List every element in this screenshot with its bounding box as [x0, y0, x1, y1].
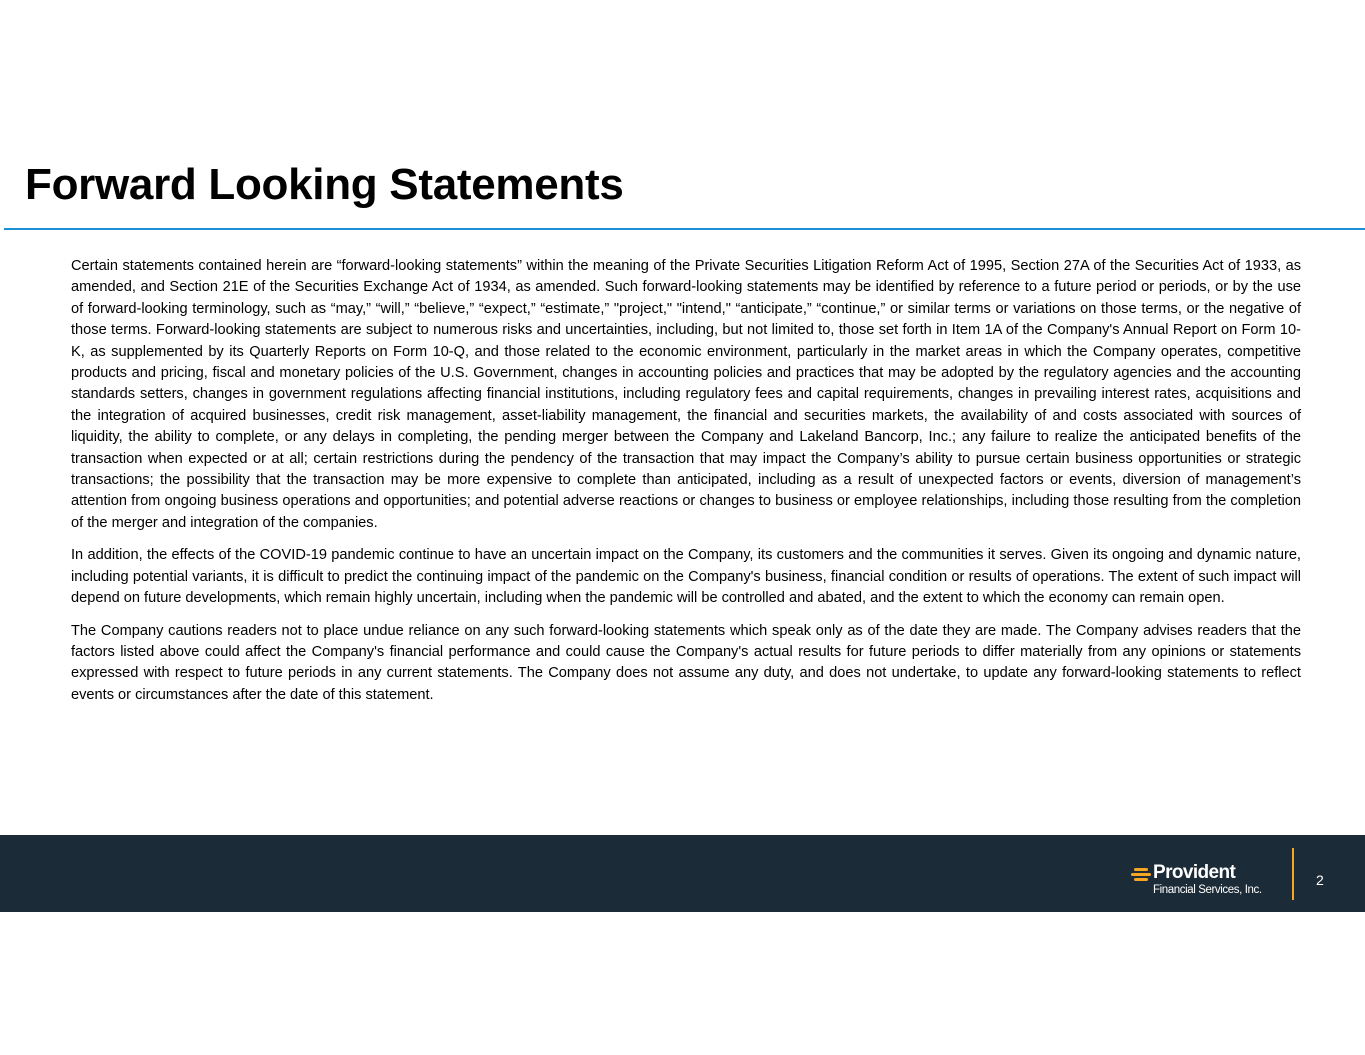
title-underline-divider [4, 228, 1365, 230]
company-logo [1131, 863, 1291, 901]
footer-divider [1292, 848, 1294, 900]
page-number: 2 [1316, 872, 1324, 888]
paragraph-forward-looking-definition: Certain statements contained herein are “forward-looking statements” within the meaning of the Private Securities Litigation Reform Act of 1995, Section 27A of the Securities Act of 1933, as amended, and Section 21E of the Securities Exchange Act of 1934, as amended. Such forward-looking statements may be identified by reference to a future period or periods, or by the use of forward-looking terminology, such as “may,” “will,” “believe,” “expect,” “estimate,” "project," "intend," “anticipate,” “continue,” or similar terms or variations on those terms, or the negative of those terms. Forward-looking statements are subject to numerous risks and uncertainties, including, but not limited to, those set forth in Item 1A of the Company's Annual Report on Form 10-K, as supplemented by its Quarterly Reports on Form 10-Q, and those related to the economic environment, particularly in the market areas in which the Company operates, competitive products and pricing, fiscal and monetary policies of the U.S. Government, changes in accounting policies and practices that may be adopted by the regulatory agencies and the accounting standards setters, changes in government regulations affecting financial institutions, including regulatory fees and capital requirements, changes in prevailing interest rates, acquisitions and the integration of acquired businesses, credit risk management, asset-liability management, the financial and securities markets, the availability of and costs associated with sources of liquidity, the ability to complete, or any delays in completing, the pending merger between the Company and Lakeland Bancorp, Inc.; any failure to realize the anticipated benefits of the transaction when expected or at all; certain restrictions during the pendency of the transaction that may impact the Company’s ability to pursue certain business opportunities or strategic transactions; the possibility that the transaction may be more expensive to complete than anticipated, including as a result of unexpected factors or events, diversion of management’s attention from ongoing business operations and opportunities; and potential adverse reactions or changes to business or employee relationships, including those resulting from the completion of the merger and integration of the companies. [71, 258, 1301, 531]
logo-subtitle: Financial Services, Inc. [1153, 884, 1262, 896]
disclaimer-body [71, 256, 1301, 717]
paragraph-covid-impact: In addition, the effects of the COVID-19 pandemic continue to have an uncertain impact on the Company, its customers and the communities it serves. Given its ongoing and dynamic nature, including potential variants, it is difficult to predict the continuing impact of the pandemic on the Company's business, financial condition or results of operations. The extent of such impact will depend on future developments, which remain highly uncertain, including when the pandemic will be controlled and abated, and the extent to which the economy can remain open. [71, 547, 1301, 607]
logo-wordmark: Provident [1153, 862, 1236, 883]
provident-logo-icon [1131, 866, 1151, 886]
paragraph-reliance-caution: The Company cautions readers not to place undue reliance on any such forward-looking statements which speak only as of the date they are made. The Company advises readers that the factors listed above could affect the Company's financial performance and could cause the Company's actual results for future periods to differ materially from any opinions or statements expressed with respect to future periods in any current statements. The Company does not assume any duty, and does not undertake, to update any forward-looking statements to reflect events or circumstances after the date of this statement. [71, 622, 1301, 703]
slide-title: Forward Looking Statements [25, 160, 624, 209]
